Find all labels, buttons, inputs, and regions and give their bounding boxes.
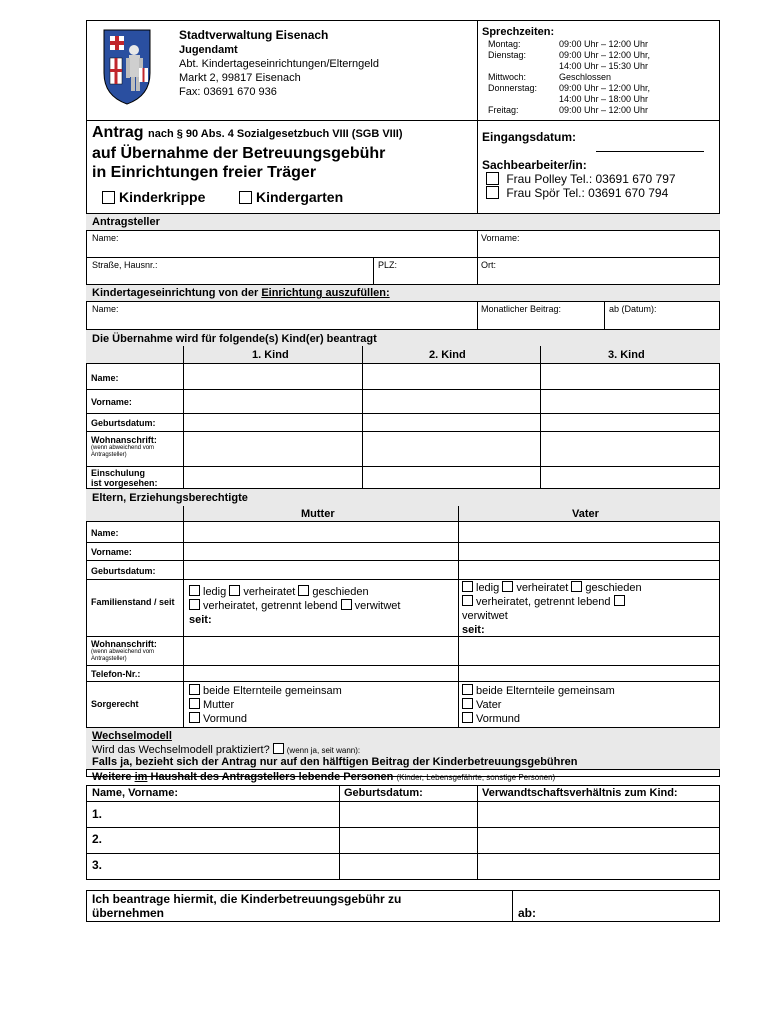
eingangsdatum-label: Eingangsdatum:	[482, 130, 577, 144]
hours-list	[488, 39, 718, 116]
hours-time: 09:00 Uhr – 12:00 Uhr,	[559, 50, 651, 60]
mutter-verheiratet-checkbox[interactable]	[229, 585, 240, 596]
org-name: Stadtverwaltung Eisenach	[179, 28, 329, 42]
kinder-row-wohnanschrift[interactable]	[86, 431, 720, 466]
kind1-col: 1. Kind	[252, 349, 289, 361]
vater-verwitwet-checkbox[interactable]	[614, 595, 625, 606]
mutter-sorgerecht: beide Elternteile gemeinsam Mutter Vormund	[189, 684, 342, 726]
vater-familienstand: ledig verheiratet geschieden verheiratet, getrennt lebend verwitwet seit:	[462, 582, 642, 636]
ab-datum-label: ab (Datum):	[609, 304, 657, 314]
antragsteller-vorname-label: Vorname:	[481, 233, 520, 243]
hours-time: 14:00 Uhr – 18:00 Uhr	[559, 94, 649, 104]
form-title	[92, 124, 403, 142]
einrichtung-heading: Kindertageseinrichtung von der Einrichtung auszufüllen:	[92, 287, 390, 299]
vater-beide-checkbox[interactable]	[462, 684, 473, 695]
form-title-antrag: Antrag	[92, 124, 144, 141]
hours-time: 09:00 Uhr – 12:00 Uhr	[559, 39, 649, 49]
vater-col: Vater	[572, 508, 599, 520]
hours-day: Mittwoch:	[488, 72, 527, 82]
strasse-label: Straße, Hausnr.:	[92, 260, 158, 270]
sachbearbeiter-spoer[interactable]: Frau Spör Tel.: 03691 670 794	[486, 186, 668, 200]
mutter-mutter-checkbox[interactable]	[189, 698, 200, 709]
address-line: Markt 2, 99817 Eisenach	[179, 72, 301, 84]
eltern-row-familienstand	[86, 579, 720, 636]
ort-label: Ort:	[481, 260, 496, 270]
dept-name: Jugendamt	[179, 44, 238, 56]
personen-heading: Weitere im Haushalt des Antragstellers lebende Personen (Kinder, Lebensgefährte, sonstige Personen)	[92, 771, 556, 783]
personen-row-2[interactable]: 2.	[92, 832, 103, 846]
sorgerecht-label: Sorgerecht	[91, 699, 139, 709]
eltern-row-sorgerecht	[86, 681, 720, 727]
kinderkrippe-label: Kinderkrippe	[119, 189, 206, 205]
personen-row-3[interactable]: 3.	[92, 858, 103, 872]
kind2-col: 2. Kind	[429, 349, 466, 361]
section-wechselmodell	[86, 727, 720, 769]
einrichtung-name-label: Name:	[92, 304, 119, 314]
kinder-wohnanschrift-label: Wohnanschrift: (wenn abweichend vom Antragsteller)	[91, 435, 181, 459]
eltern-row-name[interactable]	[86, 521, 720, 542]
footer-text: Ich beantrage hiermit, die Kinderbetreuungsgebühr zu übernehmen	[92, 892, 402, 920]
vater-verheiratet-checkbox[interactable]	[502, 581, 513, 592]
kinder-row-einschulung[interactable]	[86, 466, 720, 488]
section-antragsteller	[86, 213, 720, 230]
eltern-wohn-note: (wenn abweichend vom Antragsteller)	[91, 649, 155, 662]
hours-day: Dienstag:	[488, 50, 527, 60]
vater-vormund-checkbox[interactable]	[462, 712, 473, 723]
antragsteller-name-label: Name:	[92, 233, 119, 243]
einrichtung-row	[86, 301, 720, 329]
form-title-line2: auf Übernahme der Betreuungsgebühr	[92, 145, 386, 162]
hours-day: Montag:	[488, 39, 521, 49]
personen-col-verhaeltnis: Verwandtschaftsverhältnis zum Kind:	[482, 787, 678, 799]
beitrag-label: Monatlicher Beitrag:	[481, 304, 562, 314]
antragsteller-row1	[86, 230, 720, 257]
city-crest-logo	[102, 28, 152, 106]
mutter-ledig-checkbox[interactable]	[189, 585, 200, 596]
kinderkrippe-checkbox[interactable]	[102, 191, 115, 204]
eltern-row-vorname[interactable]	[86, 542, 720, 560]
section-eltern	[86, 488, 720, 521]
kindergarten-checkbox[interactable]	[239, 191, 252, 204]
mutter-familienstand: ledig verheiratet geschieden verheiratet, getrennt lebend verwitwet seit:	[189, 586, 401, 626]
mutter-vormund-checkbox[interactable]	[189, 712, 200, 723]
hours-time: 09:00 Uhr – 12:00 Uhr,	[559, 83, 651, 93]
mutter-geschieden-checkbox[interactable]	[298, 585, 309, 596]
wechsel-heading: Wechselmodell	[92, 730, 172, 742]
spoer-checkbox[interactable]	[486, 186, 499, 199]
hours-day: Donnerstag:	[488, 83, 538, 93]
mutter-beide-checkbox[interactable]	[189, 684, 200, 695]
hours-day: Freitag:	[488, 105, 519, 115]
personen-table	[86, 785, 720, 880]
mutter-verwitwet-checkbox[interactable]	[341, 599, 352, 610]
option-kinderkrippe[interactable]	[102, 189, 205, 205]
sachbearbeiter-label: Sachbearbeiter/in:	[482, 158, 587, 172]
hours-title: Sprechzeiten:	[482, 26, 555, 38]
footer-ab-label[interactable]: ab:	[518, 906, 536, 920]
form-title-law: nach § 90 Abs. 4 Sozialgesetzbuch VIII (SGB VIII)	[148, 128, 403, 140]
kindergarten-label: Kindergarten	[256, 189, 344, 205]
section-einrichtung	[86, 284, 720, 301]
personen-col-name: Name, Vorname:	[92, 787, 178, 799]
section-kinder	[86, 329, 720, 363]
kinder-row-geburtsdatum[interactable]	[86, 413, 720, 431]
antragsteller-row2	[86, 257, 720, 284]
vater-sorgerecht: beide Elternteile gemeinsam Vater Vormund	[462, 684, 615, 726]
eltern-geburtsdatum-label: Geburtsdatum:	[91, 566, 156, 576]
mutter-getrennt-checkbox[interactable]	[189, 599, 200, 610]
kinder-row-name[interactable]	[86, 363, 720, 389]
eltern-wohnanschrift-label: Wohnanschrift: (wenn abweichend vom Antragsteller)	[91, 639, 181, 663]
vater-ledig-checkbox[interactable]	[462, 581, 473, 592]
kinder-heading: Die Übernahme wird für folgende(s) Kind(er) beantragt	[92, 333, 377, 345]
eltern-heading: Eltern, Erziehungsberechtigte	[92, 492, 248, 504]
section-personen	[86, 769, 720, 785]
vater-getrennt-checkbox[interactable]	[462, 595, 473, 606]
eingangsdatum-line[interactable]	[596, 151, 704, 152]
eltern-name-label: Name:	[91, 528, 119, 538]
wechsel-question: Wird das Wechselmodell praktiziert? (wenn ja, seit wann):	[92, 744, 361, 756]
fax-line: Fax: 03691 670 936	[179, 86, 277, 98]
vater-vater-checkbox[interactable]	[462, 698, 473, 709]
eltern-row-wohnanschrift[interactable]	[86, 636, 720, 665]
hours-time: 14:00 Uhr – 15:30 Uhr	[559, 61, 649, 71]
kinder-vorname-label: Vorname:	[91, 397, 132, 407]
vater-seit-label: seit:	[462, 624, 485, 636]
dept-line: Abt. Kindertageseinrichtungen/Elterngeld	[179, 58, 379, 70]
hours-time: 09:00 Uhr – 12:00 Uhr	[559, 105, 649, 115]
option-kindergarten[interactable]	[239, 189, 343, 205]
vater-geschieden-checkbox[interactable]	[571, 581, 582, 592]
kinder-einschulung-label: Einschulung ist vorgesehen:	[91, 468, 158, 488]
kinder-geburtsdatum-label: Geburtsdatum:	[91, 418, 156, 428]
eltern-vorname-label: Vorname:	[91, 547, 132, 557]
wechsel-info: Falls ja, bezieht sich der Antrag nur auf den hälftigen Beitrag der Kinderbetreuungsgebühren	[92, 756, 578, 768]
telefon-label: Telefon-Nr.:	[91, 669, 141, 679]
kinder-name-label: Name:	[91, 373, 119, 383]
eltern-row-geburtsdatum[interactable]	[86, 560, 720, 579]
personen-col-geburtsdatum: Geburtsdatum:	[344, 787, 423, 799]
personen-row-1[interactable]: 1.	[92, 807, 103, 821]
form-title-line3: in Einrichtungen freier Träger	[92, 164, 317, 181]
familienstand-label: Familienstand / seit	[91, 597, 175, 607]
eltern-row-telefon[interactable]	[86, 665, 720, 681]
antragsteller-heading: Antragsteller	[92, 216, 160, 228]
plz-label: PLZ:	[378, 260, 398, 270]
mutter-seit-label: seit:	[189, 614, 212, 626]
hours-time: Geschlossen	[559, 72, 612, 82]
kind3-col: 3. Kind	[608, 349, 645, 361]
polley-checkbox[interactable]	[486, 172, 499, 185]
kinder-wohn-note: (wenn abweichend vom Antragsteller)	[91, 445, 155, 458]
sachbearbeiter-polley[interactable]: Frau Polley Tel.: 03691 670 797	[486, 172, 676, 186]
mutter-col: Mutter	[301, 508, 335, 520]
kinder-row-vorname[interactable]	[86, 389, 720, 413]
wechsel-checkbox[interactable]	[273, 743, 284, 754]
